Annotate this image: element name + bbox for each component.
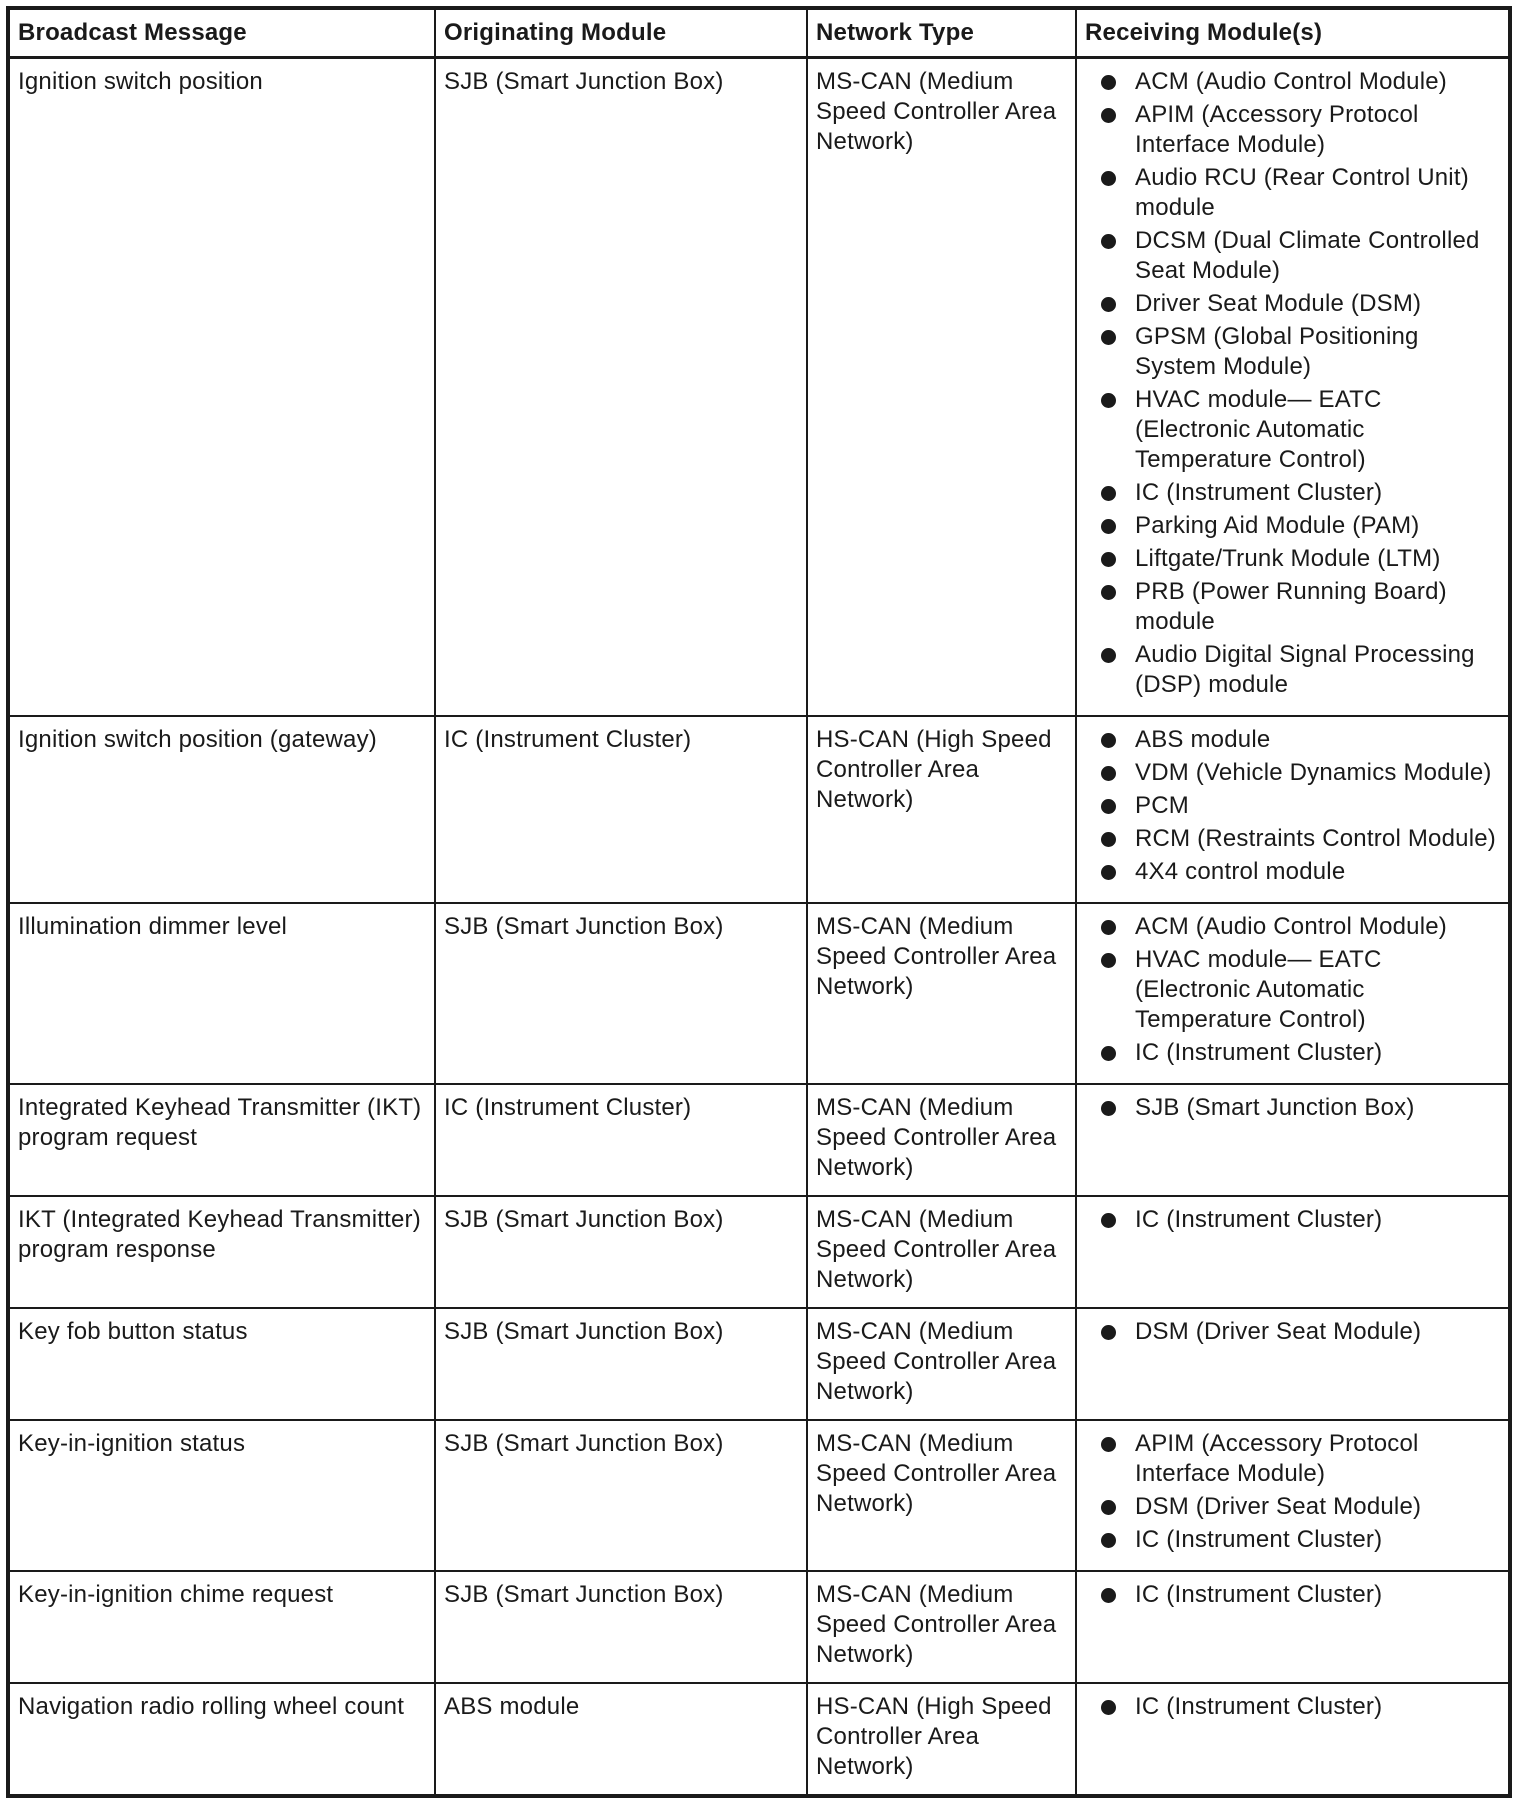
- header-originating-module: Originating Module: [435, 8, 807, 58]
- table-row: [8, 716, 1510, 903]
- receiving-module-label: HVAC module— EATC (Electronic Automatic Temperature Control): [1135, 386, 1382, 473]
- cell-broadcast-message: Navigation radio rolling wheel count: [8, 1683, 435, 1796]
- receiving-module-label: IC (Instrument Cluster): [1135, 1581, 1383, 1608]
- bullet-icon: [1101, 648, 1116, 663]
- header-receiving-modules: Receiving Module(s): [1076, 8, 1510, 58]
- receiving-module-label: IC (Instrument Cluster): [1135, 1693, 1383, 1720]
- cell-broadcast-message: Key-in-ignition status: [8, 1420, 435, 1571]
- header-broadcast-message: Broadcast Message: [8, 8, 435, 58]
- cell-receiving-modules: [1076, 58, 1510, 717]
- bullet-icon: [1101, 552, 1116, 567]
- bullet-icon: [1101, 75, 1116, 90]
- bullet-icon: [1101, 953, 1116, 968]
- bullet-icon: [1101, 1700, 1116, 1715]
- bullet-icon: [1101, 1325, 1116, 1340]
- cell-receiving-modules: [1076, 1196, 1510, 1308]
- receiving-module-label: PCM: [1135, 792, 1189, 819]
- bullet-icon: [1101, 920, 1116, 935]
- bullet-icon: [1101, 171, 1116, 186]
- table-header: [8, 8, 1510, 58]
- table-row: [8, 1308, 1510, 1420]
- list-item: [1101, 1205, 1500, 1235]
- header-network-type: Network Type: [807, 8, 1076, 58]
- cell-broadcast-message: Key fob button status: [8, 1308, 435, 1420]
- cell-originating-module: SJB (Smart Junction Box): [435, 1196, 807, 1308]
- cell-receiving-modules: [1076, 1308, 1510, 1420]
- list-item: [1101, 289, 1500, 319]
- cell-originating-module: SJB (Smart Junction Box): [435, 1420, 807, 1571]
- cell-broadcast-message: Ignition switch position: [8, 58, 435, 717]
- list-item: [1101, 67, 1500, 97]
- bullet-icon: [1101, 234, 1116, 249]
- table-row: [8, 58, 1510, 717]
- bullet-icon: [1101, 1101, 1116, 1116]
- receiving-module-label: IC (Instrument Cluster): [1135, 479, 1383, 506]
- receiving-module-label: ACM (Audio Control Module): [1135, 68, 1447, 95]
- receiving-module-label: ACM (Audio Control Module): [1135, 913, 1447, 940]
- list-item: [1101, 758, 1500, 788]
- receiving-module-label: DSM (Driver Seat Module): [1135, 1318, 1422, 1345]
- header-row: [8, 8, 1510, 58]
- bullet-icon: [1101, 1046, 1116, 1061]
- cell-originating-module: ABS module: [435, 1683, 807, 1796]
- cell-broadcast-message: Integrated Keyhead Transmitter (IKT) program request: [8, 1084, 435, 1196]
- cell-receiving-modules: [1076, 716, 1510, 903]
- receiving-module-label: Liftgate/Trunk Module (LTM): [1135, 545, 1441, 572]
- receiving-module-label: PRB (Power Running Board) module: [1135, 578, 1447, 635]
- receiving-module-list: [1101, 1580, 1500, 1610]
- receiving-module-label: DSM (Driver Seat Module): [1135, 1493, 1422, 1520]
- receiving-module-label: IC (Instrument Cluster): [1135, 1039, 1383, 1066]
- table-row: [8, 1571, 1510, 1683]
- list-item: [1101, 1525, 1500, 1555]
- bullet-icon: [1101, 832, 1116, 847]
- cell-network-type: HS-CAN (High Speed Controller Area Network): [807, 716, 1076, 903]
- bullet-icon: [1101, 1213, 1116, 1228]
- list-item: [1101, 912, 1500, 942]
- receiving-module-label: SJB (Smart Junction Box): [1135, 1094, 1415, 1121]
- cell-originating-module: IC (Instrument Cluster): [435, 716, 807, 903]
- cell-network-type: MS-CAN (Medium Speed Controller Area Network): [807, 1571, 1076, 1683]
- cell-originating-module: SJB (Smart Junction Box): [435, 1571, 807, 1683]
- receiving-module-label: RCM (Restraints Control Module): [1135, 825, 1496, 852]
- cell-broadcast-message: Key-in-ignition chime request: [8, 1571, 435, 1683]
- receiving-module-list: [1101, 1317, 1500, 1347]
- bullet-icon: [1101, 108, 1116, 123]
- list-item: [1101, 824, 1500, 854]
- table-row: [8, 1084, 1510, 1196]
- list-item: [1101, 322, 1500, 382]
- list-item: [1101, 725, 1500, 755]
- bullet-icon: [1101, 1437, 1116, 1452]
- cell-broadcast-message: Illumination dimmer level: [8, 903, 435, 1084]
- receiving-module-list: [1101, 1093, 1500, 1123]
- broadcast-message-table-container: [6, 6, 1508, 1798]
- table-row: [8, 1196, 1510, 1308]
- list-item: [1101, 945, 1500, 1035]
- receiving-module-label: GPSM (Global Positioning System Module): [1135, 323, 1419, 380]
- list-item: [1101, 478, 1500, 508]
- bullet-icon: [1101, 799, 1116, 814]
- cell-receiving-modules: [1076, 903, 1510, 1084]
- receiving-module-label: ABS module: [1135, 726, 1271, 753]
- table-row: [8, 903, 1510, 1084]
- broadcast-message-table: [6, 6, 1512, 1798]
- list-item: [1101, 1492, 1500, 1522]
- bullet-icon: [1101, 733, 1116, 748]
- bullet-icon: [1101, 297, 1116, 312]
- list-item: [1101, 1038, 1500, 1068]
- receiving-module-list: [1101, 67, 1500, 700]
- receiving-module-label: IC (Instrument Cluster): [1135, 1526, 1383, 1553]
- list-item: [1101, 544, 1500, 574]
- bullet-icon: [1101, 1588, 1116, 1603]
- cell-broadcast-message: Ignition switch position (gateway): [8, 716, 435, 903]
- receiving-module-label: HVAC module— EATC (Electronic Automatic Temperature Control): [1135, 946, 1382, 1033]
- cell-receiving-modules: [1076, 1683, 1510, 1796]
- receiving-module-label: Audio Digital Signal Processing (DSP) module: [1135, 641, 1475, 698]
- cell-originating-module: SJB (Smart Junction Box): [435, 903, 807, 1084]
- list-item: [1101, 1580, 1500, 1610]
- receiving-module-list: [1101, 1429, 1500, 1555]
- bullet-icon: [1101, 1500, 1116, 1515]
- receiving-module-label: APIM (Accessory Protocol Interface Module): [1135, 1430, 1419, 1487]
- list-item: [1101, 1317, 1500, 1347]
- bullet-icon: [1101, 1533, 1116, 1548]
- cell-receiving-modules: [1076, 1420, 1510, 1571]
- receiving-module-label: APIM (Accessory Protocol Interface Module): [1135, 101, 1419, 158]
- cell-network-type: HS-CAN (High Speed Controller Area Network): [807, 1683, 1076, 1796]
- list-item: [1101, 511, 1500, 541]
- list-item: [1101, 163, 1500, 223]
- list-item: [1101, 791, 1500, 821]
- table-row: [8, 1420, 1510, 1571]
- cell-network-type: MS-CAN (Medium Speed Controller Area Network): [807, 58, 1076, 717]
- receiving-module-list: [1101, 912, 1500, 1068]
- receiving-module-list: [1101, 1205, 1500, 1235]
- cell-network-type: MS-CAN (Medium Speed Controller Area Network): [807, 1308, 1076, 1420]
- cell-originating-module: IC (Instrument Cluster): [435, 1084, 807, 1196]
- list-item: [1101, 226, 1500, 286]
- cell-receiving-modules: [1076, 1084, 1510, 1196]
- list-item: [1101, 640, 1500, 700]
- cell-broadcast-message: IKT (Integrated Keyhead Transmitter) program response: [8, 1196, 435, 1308]
- list-item: [1101, 1429, 1500, 1489]
- receiving-module-label: DCSM (Dual Climate Controlled Seat Module): [1135, 227, 1480, 284]
- bullet-icon: [1101, 865, 1116, 880]
- receiving-module-label: Driver Seat Module (DSM): [1135, 290, 1422, 317]
- receiving-module-list: [1101, 1692, 1500, 1722]
- bullet-icon: [1101, 585, 1116, 600]
- bullet-icon: [1101, 393, 1116, 408]
- table-row: [8, 1683, 1510, 1796]
- cell-network-type: MS-CAN (Medium Speed Controller Area Network): [807, 1420, 1076, 1571]
- list-item: [1101, 1692, 1500, 1722]
- cell-receiving-modules: [1076, 1571, 1510, 1683]
- cell-network-type: MS-CAN (Medium Speed Controller Area Network): [807, 1084, 1076, 1196]
- cell-network-type: MS-CAN (Medium Speed Controller Area Network): [807, 903, 1076, 1084]
- list-item: [1101, 100, 1500, 160]
- table-body: [8, 58, 1510, 1797]
- cell-network-type: MS-CAN (Medium Speed Controller Area Network): [807, 1196, 1076, 1308]
- bullet-icon: [1101, 766, 1116, 781]
- receiving-module-list: [1101, 725, 1500, 887]
- list-item: [1101, 1093, 1500, 1123]
- receiving-module-label: IC (Instrument Cluster): [1135, 1206, 1383, 1233]
- bullet-icon: [1101, 330, 1116, 345]
- list-item: [1101, 385, 1500, 475]
- receiving-module-label: VDM (Vehicle Dynamics Module): [1135, 759, 1492, 786]
- list-item: [1101, 577, 1500, 637]
- bullet-icon: [1101, 486, 1116, 501]
- cell-originating-module: SJB (Smart Junction Box): [435, 58, 807, 717]
- receiving-module-label: Parking Aid Module (PAM): [1135, 512, 1420, 539]
- cell-originating-module: SJB (Smart Junction Box): [435, 1308, 807, 1420]
- receiving-module-label: 4X4 control module: [1135, 858, 1346, 885]
- bullet-icon: [1101, 519, 1116, 534]
- list-item: [1101, 857, 1500, 887]
- receiving-module-label: Audio RCU (Rear Control Unit) module: [1135, 164, 1469, 221]
